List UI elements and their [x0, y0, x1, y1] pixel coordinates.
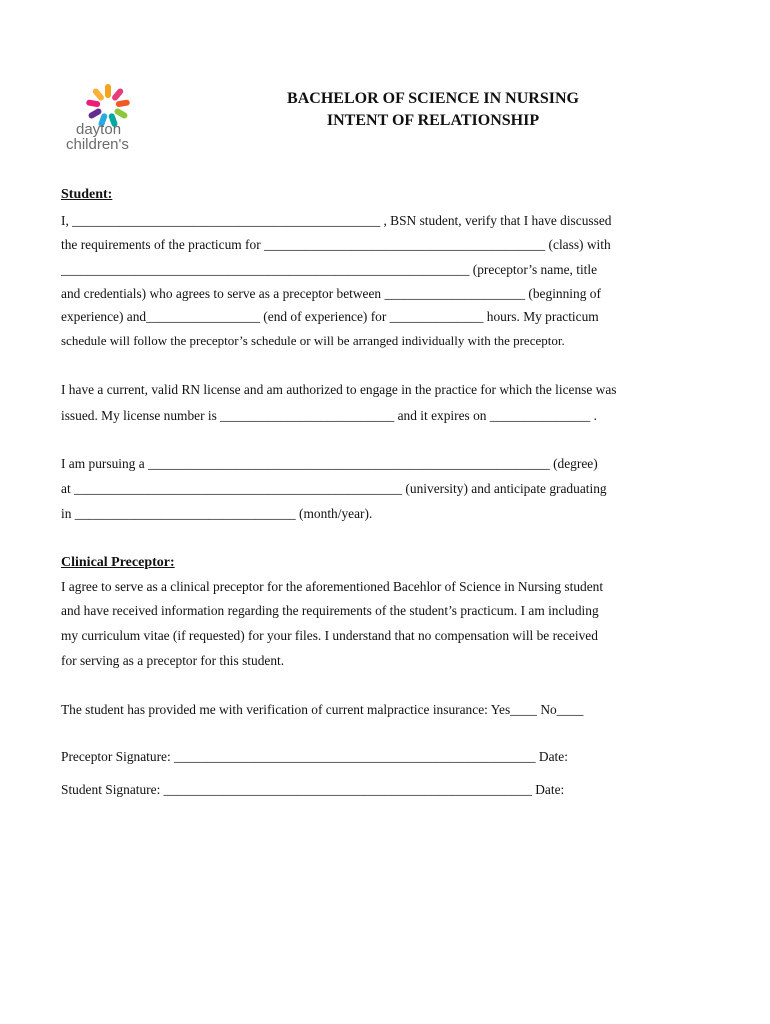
- license-line-2: issued. My license number is __________________________ and it expires on _______________ .: [61, 408, 597, 423]
- preceptor-heading: Clinical Preceptor:: [61, 555, 175, 570]
- logo-word-dayton: dayton: [76, 121, 122, 138]
- student-line-1: I, ______________________________________________ , BSN student, verify that I have discussed: [61, 213, 612, 228]
- preceptor-line-2: and have received information regarding the requirements of the student’s practicum. I am including: [61, 603, 599, 618]
- student-line-6: schedule will follow the preceptor’s schedule or will be arranged individually with the preceptor.: [61, 333, 565, 348]
- preceptor-line-3: my curriculum vitae (if requested) for your files. I understand that no compensation will be received: [61, 628, 598, 643]
- license-line-1: I have a current, valid RN license and am authorized to engage in the practice for which the license was: [61, 382, 617, 397]
- student-signature-line: Student Signature: _______________________________________________________ Date:: [61, 782, 565, 797]
- insurance-line: The student has provided me with verification of current malpractice insurance: Yes____ No____: [61, 702, 584, 717]
- student-line-3: _____________________________________________________________ (preceptor’s name, title: [61, 262, 598, 277]
- student-line-4: and credentials) who agrees to serve as a preceptor between _____________________ (beginning of: [61, 286, 601, 301]
- preceptor-line-4: for serving as a preceptor for this student.: [61, 653, 285, 668]
- preceptor-line-1: I agree to serve as a clinical preceptor for the aforementioned Bacehlor of Science in Nursing student: [61, 579, 604, 594]
- student-line-5: experience) and_________________ (end of experience) for ______________ hours. My practicum: [61, 309, 599, 324]
- degree-line-1: I am pursuing a ____________________________________________________________ (degree): [61, 456, 598, 471]
- page-title-line1: BACHELOR OF SCIENCE IN NURSING: [287, 90, 579, 107]
- student-line-2: the requirements of the practicum for __________________________________________ (class) with: [61, 237, 611, 252]
- logo-word-childrens: children's: [66, 136, 129, 153]
- student-heading: Student:: [61, 187, 113, 202]
- page-title-line2: INTENT OF RELATIONSHIP: [326, 112, 540, 129]
- preceptor-signature-line: Preceptor Signature: ______________________________________________________ Date:: [61, 749, 568, 764]
- degree-line-3: in _________________________________ (month/year).: [61, 506, 373, 521]
- degree-line-2: at _________________________________________________ (university) and anticipate graduating: [61, 481, 607, 496]
